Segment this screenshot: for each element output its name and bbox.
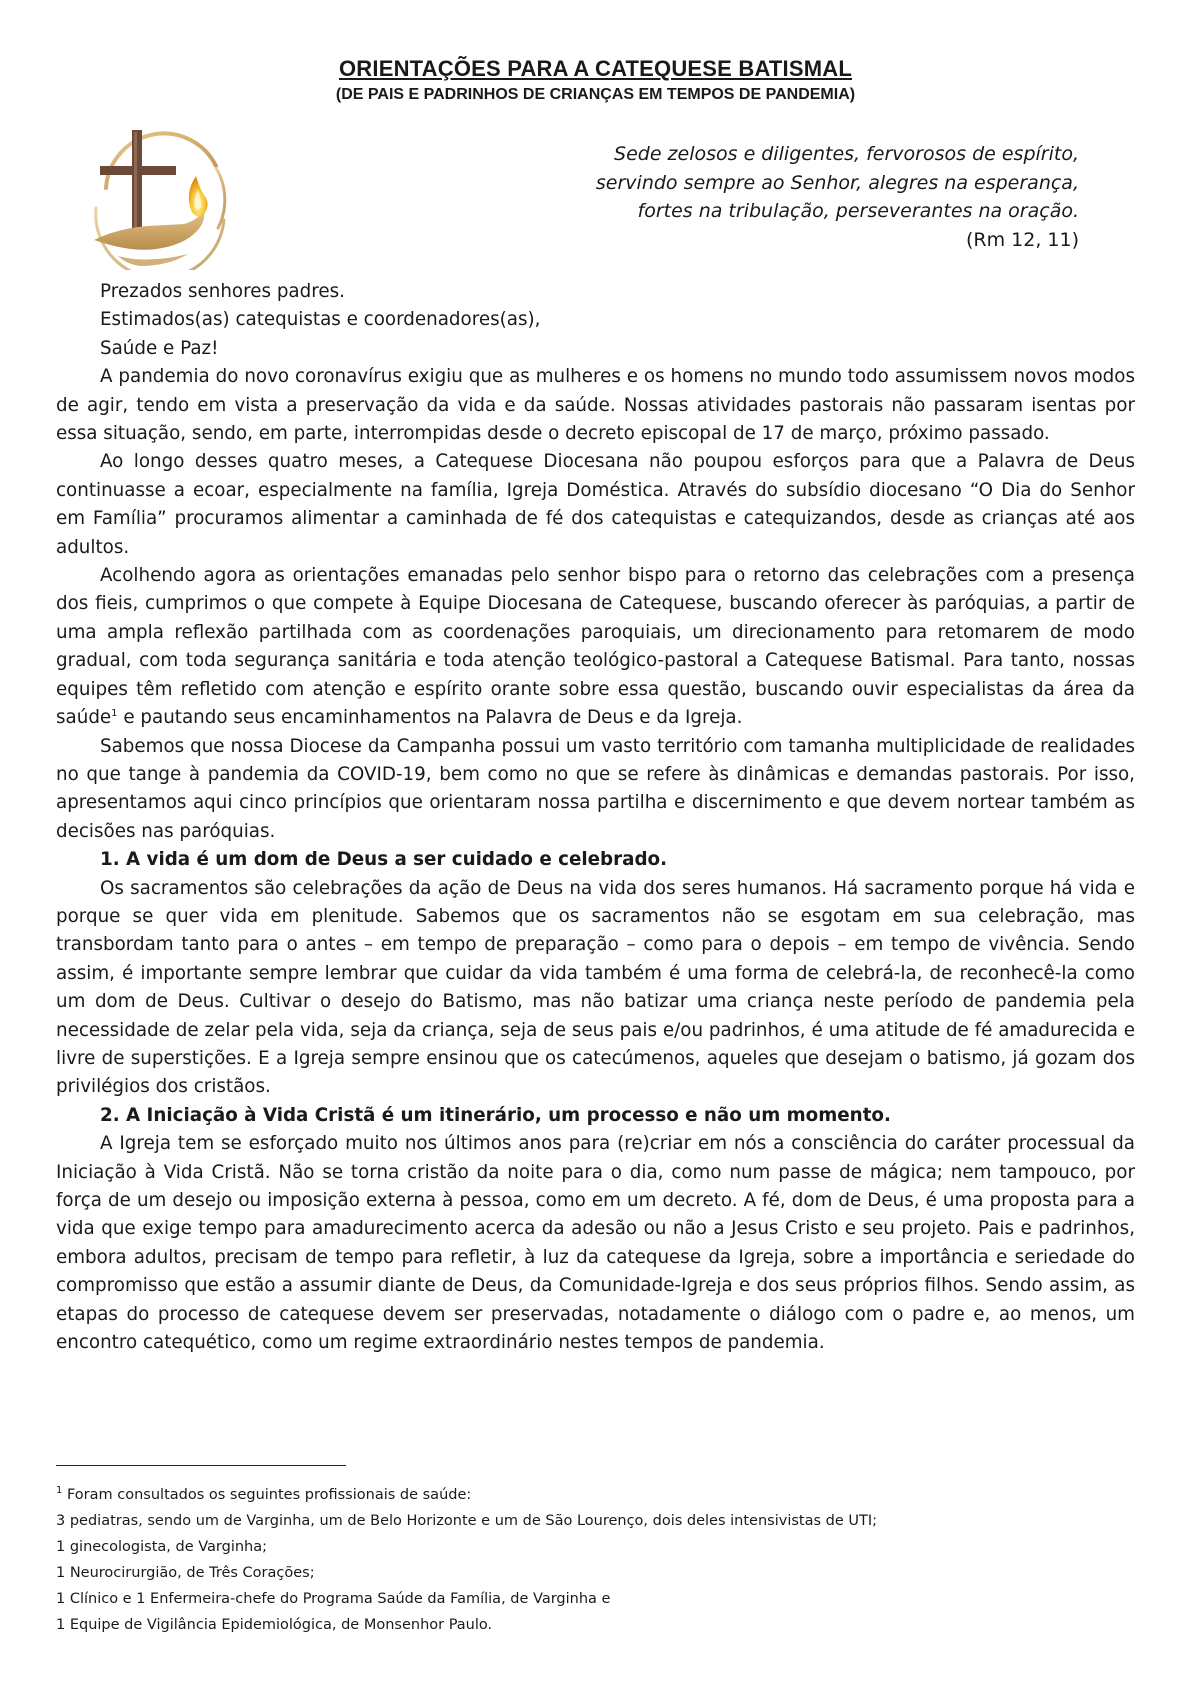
footnote-mark: 1 xyxy=(56,1485,63,1496)
epigraph-reference: (Rm 12, 11) xyxy=(965,228,1079,251)
epigraph-line: Sede zelosos e diligentes, fervorosos de espírito, xyxy=(614,143,1079,165)
body-paragraph: A Igreja tem se esforçado muito nos últimos anos para (re)criar em nós a consciência do caráter processual da Iniciação à Vida Cristã. Não se torna cristão da noite para o dia, como num passe de mágica; nem tampouco, por força de um desejo ou imposição externa à pessoa, como em um decreto. A fé, dom de Deus, é uma proposta para a vida que exige tempo para amadurecimento acerca da adesão ou não a Jesus Cristo e seu projeto. Pais e padrinhos, embora adultos, precisam de tempo para refletir, à luz da catequese da Igreja, sobre a importância e seriedade do compromisso que estão a assumir diante de Deus, da Comunidade-Igreja e dos seus próprios filhos. Sendo assim, as etapas do processo de catequese devem ser preservadas, notadamente o diálogo com o padre e, ao menos, um encontro catequético, como um regime extraordinário nestes tempos de pandemia. xyxy=(56,1133,1135,1354)
footnote-intro xyxy=(56,1478,1135,1508)
letter-body xyxy=(56,278,1135,1357)
section-heading: 2. A Iniciação à Vida Cristã é um itinerário, um processo e não um momento. xyxy=(100,1104,891,1126)
section-heading: 1. A vida é um dom de Deus a ser cuidado e celebrado. xyxy=(100,849,668,871)
footnote-line: 1 Equipe de Vigilância Epidemiológica, de Monsenhor Paulo. xyxy=(56,1616,493,1633)
footnote-text: Foram consultados os seguintes profissionais de saúde: xyxy=(62,1486,472,1503)
salutation-line: Prezados senhores padres. xyxy=(100,281,345,302)
salutation-line: Saúde e Paz! xyxy=(100,337,219,359)
epigraph xyxy=(519,140,1079,254)
footnote-line: 3 pediatras, sendo um de Varginha, um de Belo Horizonte e um de São Lourenço, dois deles intensivistas de UTI; xyxy=(56,1512,878,1529)
epigraph-line: servindo sempre ao Senhor, alegres na esperança, xyxy=(595,171,1079,194)
footnote-line: 1 Clínico e 1 Enfermeira-chefe do Programa Saúde da Família, de Varginha e xyxy=(56,1590,611,1607)
footnote-line: 1 ginecologista, de Varginha; xyxy=(56,1538,268,1555)
paragraph-text: e pautando seus encaminhamentos na Palavra de Deus e da Igreja. xyxy=(117,707,743,729)
body-paragraph: A pandemia do novo coronavírus exigiu que as mulheres e os homens no mundo todo assumissem novos modos de agir, tendo em vista a preservação da vida e da saúde. Nossas atividades pastorais não passaram isentas por essa situação, sendo, em parte, interrompidas desde o decreto episcopal de 17 de março, próximo passado. xyxy=(56,366,1135,445)
body-paragraph: Sabemos que nossa Diocese da Campanha possui um vasto território com tamanha multiplicidade de realidades no que tange à pandemia da COVID-19, bem como no que se refere às dinâmicas e demandas pastorais. Por isso, apresentamos aqui cinco princípios que orientaram nossa partilha e discernimento e que devem nortear também as decisões nas paróquias. xyxy=(56,735,1135,842)
body-paragraph xyxy=(56,562,1135,732)
cross-and-candle-logo-icon xyxy=(88,128,238,270)
document-subtitle: (DE PAIS E PADRINHOS DE CRIANÇAS EM TEMPOS DE PANDEMIA) xyxy=(335,86,856,103)
salutation-line: Estimados(as) catequistas e coordenadores(as), xyxy=(100,309,541,331)
document-title: ORIENTAÇÕES PARA A CATEQUESE BATISMAL xyxy=(338,56,852,81)
epigraph-line: fortes na tribulação, perseverantes na oração. xyxy=(637,200,1079,222)
footnote-divider xyxy=(56,1465,346,1466)
footnote-reference[interactable]: 1 xyxy=(111,708,118,719)
paragraph-text: Acolhendo agora as orientações emanadas pelo senhor bispo para o retorno das celebrações com a presença dos fieis, cumprimos o que compete à Equipe Diocesana de Catequese, buscando oferecer às paróquias, a partir de uma ampla reflexão partilhada com as coordenações paroquiais, um direcionamento para retomarem de modo gradual, com toda segurança sanitária e toda atenção teológico-pastoral a Catequese Batismal. Para tanto, nossas equipes têm refletido com atenção e espírito orante sobre essa questão, buscando ouvir especialistas da área da saúde xyxy=(56,565,1135,729)
footnote-line: 1 Neurocirurgião, de Três Corações; xyxy=(56,1564,315,1581)
body-paragraph: Os sacramentos são celebrações da ação de Deus na vida dos seres humanos. Há sacramento porque há vida e porque se quer vida em plenitude. Sabemos que os sacramentos não se esgotam em sua celebração, mas transbordam tanto para o antes – em tempo de preparação – como para o depois – em tempo de vivência. Sendo assim, é importante sempre lembrar que cuidar da vida também é uma forma de celebrá-la, de reconhecê-la como um dom de Deus. Cultivar o desejo do Batismo, mas não batizar uma criança neste período de pandemia pela necessidade de zelar pela vida, seja da criança, seja de seus pais e/ou padrinhos, é uma atitude de fé amadurecida e livre de superstições. E a Igreja sempre ensinou que os catecúmenos, aqueles que desejam o batismo, já gozam dos privilégios dos cristãos. xyxy=(56,877,1135,1098)
footnotes xyxy=(56,1478,1135,1638)
body-paragraph: Ao longo desses quatro meses, a Catequese Diocesana não poupou esforços para que a Palavra de Deus continuasse a ecoar, especialmente na família, Igreja Doméstica. Através do subsídio diocesano “O Dia do Senhor em Família” procuramos alimentar a caminhada de fé dos catequistas e catequizandos, desde as crianças até aos adultos. xyxy=(56,451,1135,558)
